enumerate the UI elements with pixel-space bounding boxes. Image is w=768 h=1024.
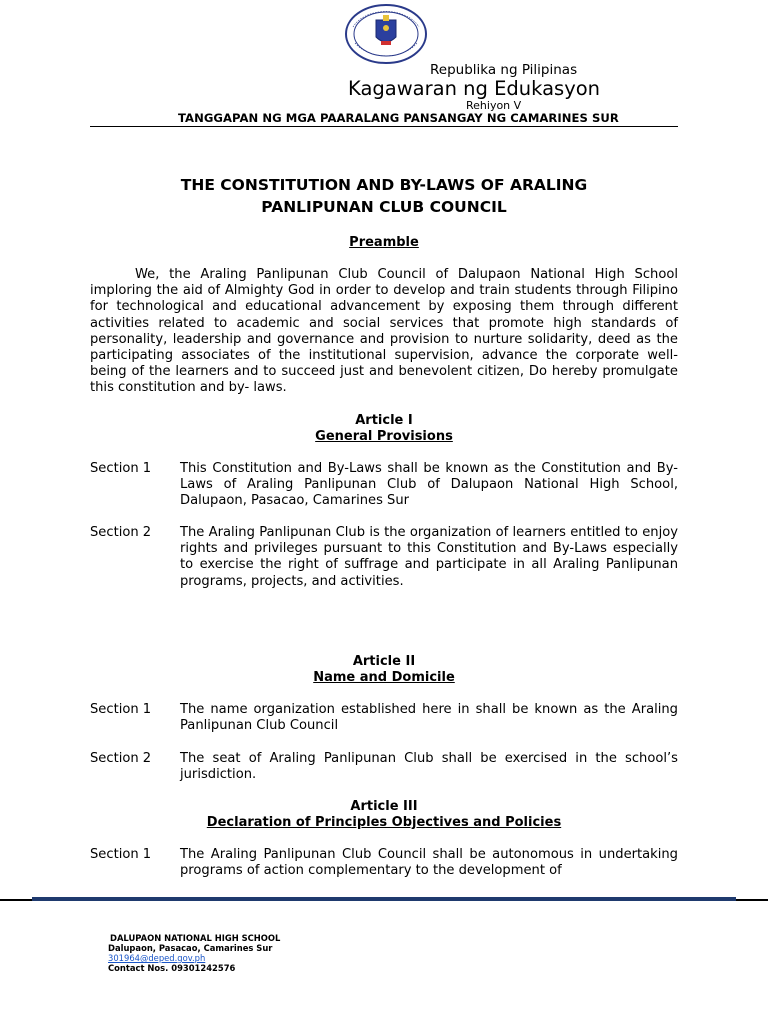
deped-seal [343,3,429,65]
rehiyon-heading: Rehiyon V [466,99,522,112]
preamble-text: We, the Araling Panlipunan Club Council of Dalupaon National High School imploring the aid of Almighty God in order to develop and train students through Filipino for technological and educational advancement by exposing them through different activities related to academic and social services that promote high standards of personality, leadership and governance and provision to nurture solidarity, deed as the participating associates of the institutional supervision, advance the corporate well-being of the learners and to succeed just and benevolent citizen, Do hereby promulgate this constitution and by- laws. [90,267,678,396]
article-3-heading [90,799,678,831]
article-2-heading [90,654,678,686]
footer-contact-block [108,933,280,973]
footer-contact-number: Contact Nos. 09301242576 [108,963,236,973]
document-title [90,174,678,218]
article-2-number: Article II [352,654,416,669]
article-3-title: Declaration of Principles Objectives and Policies [206,815,562,830]
section-text: The seat of Araling Panlipunan Club shall be exercised in the school’s jurisdiction. [180,751,678,783]
section-text: The Araling Panlipunan Club is the organization of learners entitled to enjoy rights and privileges pursuant to this Constitution and By-Laws especially to exercise the right of suffrage and participate in all Araling Panlipunan programs, projects, and activities. [180,525,678,589]
article-1-number: Article I [355,413,413,428]
tanggapan-heading: TANGGAPAN NG MGA PAARALANG PANSANGAY NG CAMARINES SUR [178,111,619,125]
article-2-section-2 [90,751,678,783]
preamble-heading-text: Preamble [349,235,419,250]
republika-heading: Republika ng Pilipinas [430,62,578,78]
preamble-paragraph [90,267,678,397]
article-2-section-1 [90,702,678,734]
preamble-heading [90,235,678,251]
section-label: Section 1 [90,461,152,476]
section-label: Section 2 [90,525,152,540]
header-divider [90,126,678,127]
footer-address: Dalupaon, Pasacao, Camarines Sur [108,943,273,953]
article-1-heading [90,413,678,445]
article-1-title: General Provisions [315,429,453,444]
section-label: Section 1 [90,702,152,717]
kagawaran-heading: Kagawaran ng Edukasyon [348,77,601,100]
section-label: Section 2 [90,751,152,766]
article-1-section-2 [90,525,678,590]
section-text: The Araling Panlipunan Club Council shall be autonomous in undertaking programs of action complementary to the development of [180,847,678,879]
title-line-2: PANLIPUNAN CLUB COUNCIL [261,198,507,216]
section-text: This Constitution and By-Laws shall be known as the Constitution and By-Laws of Araling Panlipunan Club of Dalupaon National High School, Dalupaon, Pasacao, Camarines Sur [180,461,678,509]
section-text: The name organization established here in shall be known as the Araling Panlipunan Club Council [180,702,678,734]
footer-email-link[interactable]: 301964@deped.gov.ph [108,953,206,963]
section-label: Section 1 [90,847,152,862]
title-line-1: THE CONSTITUTION AND BY-LAWS OF ARALING [180,176,588,194]
footer-divider [0,897,768,902]
footer-school-name: DALUPAON NATIONAL HIGH SCHOOL [110,933,281,943]
article-1-section-1 [90,461,678,510]
article-3-number: Article III [350,799,418,814]
article-3-section-1 [90,847,678,879]
article-2-title: Name and Domicile [313,670,455,685]
